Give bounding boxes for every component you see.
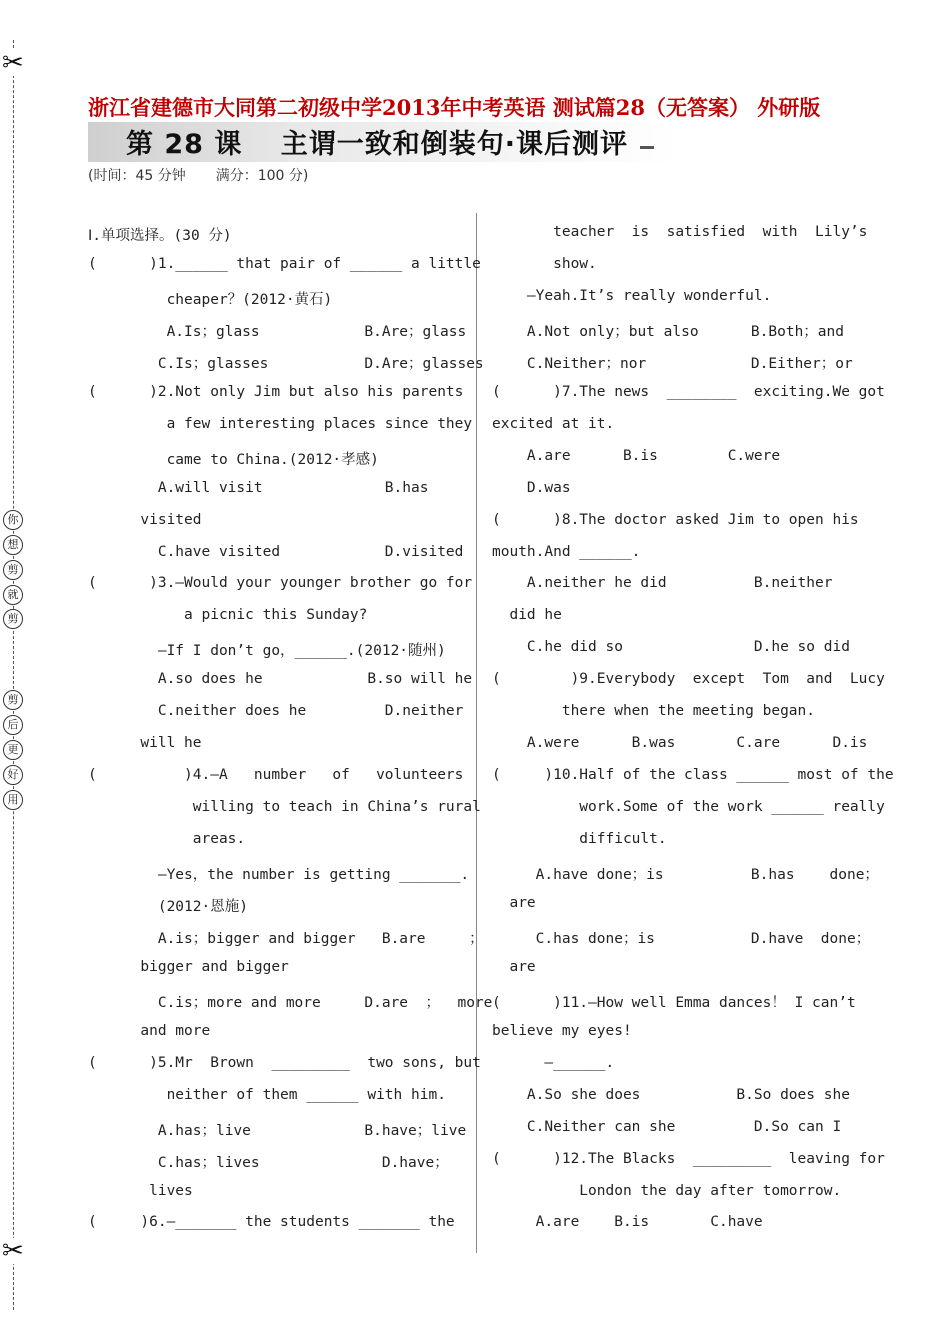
right-line: ( )9.Everybody except Tom and Lucy bbox=[492, 671, 885, 688]
lesson-title: 第 28 课 主谓一致和倒装句·课后测评 bbox=[126, 129, 629, 160]
right-line: did he bbox=[492, 607, 562, 624]
right-line: A.are B.is C.were bbox=[492, 447, 781, 464]
margin-hint-char: 用 bbox=[3, 790, 23, 810]
left-line: A.so does he B.so will he bbox=[88, 671, 473, 688]
right-line: ( )7.The news ________ exciting.We got bbox=[492, 383, 885, 400]
right-line: A.neither he did B.neither bbox=[492, 575, 833, 592]
left-line: areas. bbox=[88, 831, 246, 848]
right-line: ( )12.The Blacks _________ leaving for bbox=[492, 1150, 885, 1167]
left-line: A.will visit B.has bbox=[88, 479, 429, 496]
right-line: London the day after tomorrow. bbox=[492, 1182, 842, 1199]
left-line: ( )6.—_______ the students _______ the bbox=[88, 1214, 455, 1231]
time-label: (时间：45 分钟 bbox=[88, 168, 186, 184]
left-line: visited bbox=[88, 511, 202, 528]
right-line: C.Neither can she D.So can I bbox=[492, 1118, 842, 1135]
right-line: excited at it. bbox=[492, 415, 615, 432]
right-line: are bbox=[492, 894, 536, 911]
cut-line bbox=[13, 40, 14, 1310]
left-line: C.neither does he D.neither bbox=[88, 703, 464, 720]
scissors-icon-bottom: ✂ bbox=[2, 1236, 24, 1266]
left-line: a picnic this Sunday? bbox=[88, 607, 368, 624]
right-line: are bbox=[492, 958, 536, 975]
margin-hint-char: 好 bbox=[3, 765, 23, 785]
right-line: A.were B.was C.are D.is bbox=[492, 735, 868, 752]
left-line: ( )4.—A number of volunteers bbox=[88, 767, 464, 784]
margin-hint-char: 后 bbox=[3, 715, 23, 735]
right-line: C.Neither；nor D.Either；or bbox=[492, 355, 853, 372]
margin-hint-char: 你 bbox=[3, 510, 23, 530]
right-line: mouth.And ______. bbox=[492, 543, 641, 560]
scissors-icon-top: ✂ bbox=[2, 48, 24, 78]
right-line: A.Not only；but also B.Both；and bbox=[492, 323, 845, 340]
right-line: show. bbox=[492, 255, 597, 272]
right-line: A.So she does B.So does she bbox=[492, 1086, 850, 1103]
right-line: ( )10.Half of the class ______ most of the bbox=[492, 767, 894, 784]
left-line: A.has；live B.have；live bbox=[88, 1122, 467, 1139]
left-line: C.is；more and more D.are ； more bbox=[88, 994, 493, 1011]
right-line: there when the meeting began. bbox=[492, 703, 816, 720]
left-line: (2012·恩施) bbox=[88, 898, 248, 915]
left-line: neither of them ______ with him. bbox=[88, 1086, 446, 1103]
left-line: cheaper？(2012·黄石) bbox=[88, 291, 333, 308]
left-line: lives bbox=[88, 1182, 193, 1199]
left-line: ( )1.______ that pair of ______ a little bbox=[88, 255, 481, 272]
right-line: —Yeah.It’s really wonderful. bbox=[492, 287, 772, 304]
right-line: ( )11.—How well Emma dances！ I can’t bbox=[492, 994, 856, 1011]
right-line: A.have done；is B.has done； bbox=[492, 867, 879, 883]
right-line: D.was bbox=[492, 479, 571, 496]
margin-hint-char: 就 bbox=[3, 585, 23, 605]
left-line: ( )3.—Would your younger brother go for bbox=[88, 575, 473, 592]
margin-hint-char: 想 bbox=[3, 535, 23, 555]
left-line: will he bbox=[88, 735, 202, 752]
right-line: ( )8.The doctor asked Jim to open his bbox=[492, 511, 859, 528]
right-line: difficult. bbox=[492, 831, 667, 848]
right-line: work.Some of the work ______ really bbox=[492, 799, 885, 816]
left-line: A.is；bigger and bigger B.are ； bbox=[88, 930, 484, 947]
right-line: teacher is satisfied with Lily’s bbox=[492, 224, 868, 240]
margin-hint-char: 更 bbox=[3, 740, 23, 760]
score-label: 满分：100 分) bbox=[215, 168, 309, 184]
margin-hint-char: 剪 bbox=[3, 560, 23, 580]
right-line: —______. bbox=[492, 1054, 615, 1071]
margin-hint-char: 剪 bbox=[3, 609, 23, 629]
right-line: C.has done；is D.have done； bbox=[492, 930, 871, 947]
left-line: came to China.(2012·孝感) bbox=[88, 451, 379, 468]
banner-decoration bbox=[640, 146, 654, 149]
left-line: A.Is；glass B.Are；glass bbox=[88, 323, 467, 340]
left-line: and more bbox=[88, 1022, 211, 1039]
right-line: A.are B.is C.have bbox=[492, 1214, 763, 1231]
left-line: willing to teach in China’s rural bbox=[88, 799, 481, 816]
left-line: ( )5.Mr Brown _________ two sons, but bbox=[88, 1054, 481, 1071]
document-title: 浙江省建德市大同第二初级中学2013年中考英语 测试篇28（无答案） 外研版 bbox=[88, 95, 821, 120]
left-line: a few interesting places since they bbox=[88, 415, 473, 432]
left-line: C.has；lives D.have； bbox=[88, 1154, 449, 1171]
left-line: —If I don’t go，______.(2012·随州) bbox=[88, 643, 446, 660]
right-line: believe my eyes! bbox=[492, 1022, 632, 1039]
left-line: Ⅰ.单项选择。(30 分) bbox=[88, 228, 232, 244]
left-line: ( )2.Not only Jim but also his parents bbox=[88, 383, 464, 400]
left-line: C.Is；glasses D.Are；glasses bbox=[88, 355, 484, 372]
left-line: —Yes，the number is getting _______. bbox=[88, 867, 470, 883]
left-line: bigger and bigger bbox=[88, 958, 289, 975]
time-score-info bbox=[88, 165, 338, 185]
left-line: C.have visited D.visited bbox=[88, 543, 464, 560]
margin-hint-char: 剪 bbox=[3, 690, 23, 710]
right-line: C.he did so D.he so did bbox=[492, 639, 850, 656]
